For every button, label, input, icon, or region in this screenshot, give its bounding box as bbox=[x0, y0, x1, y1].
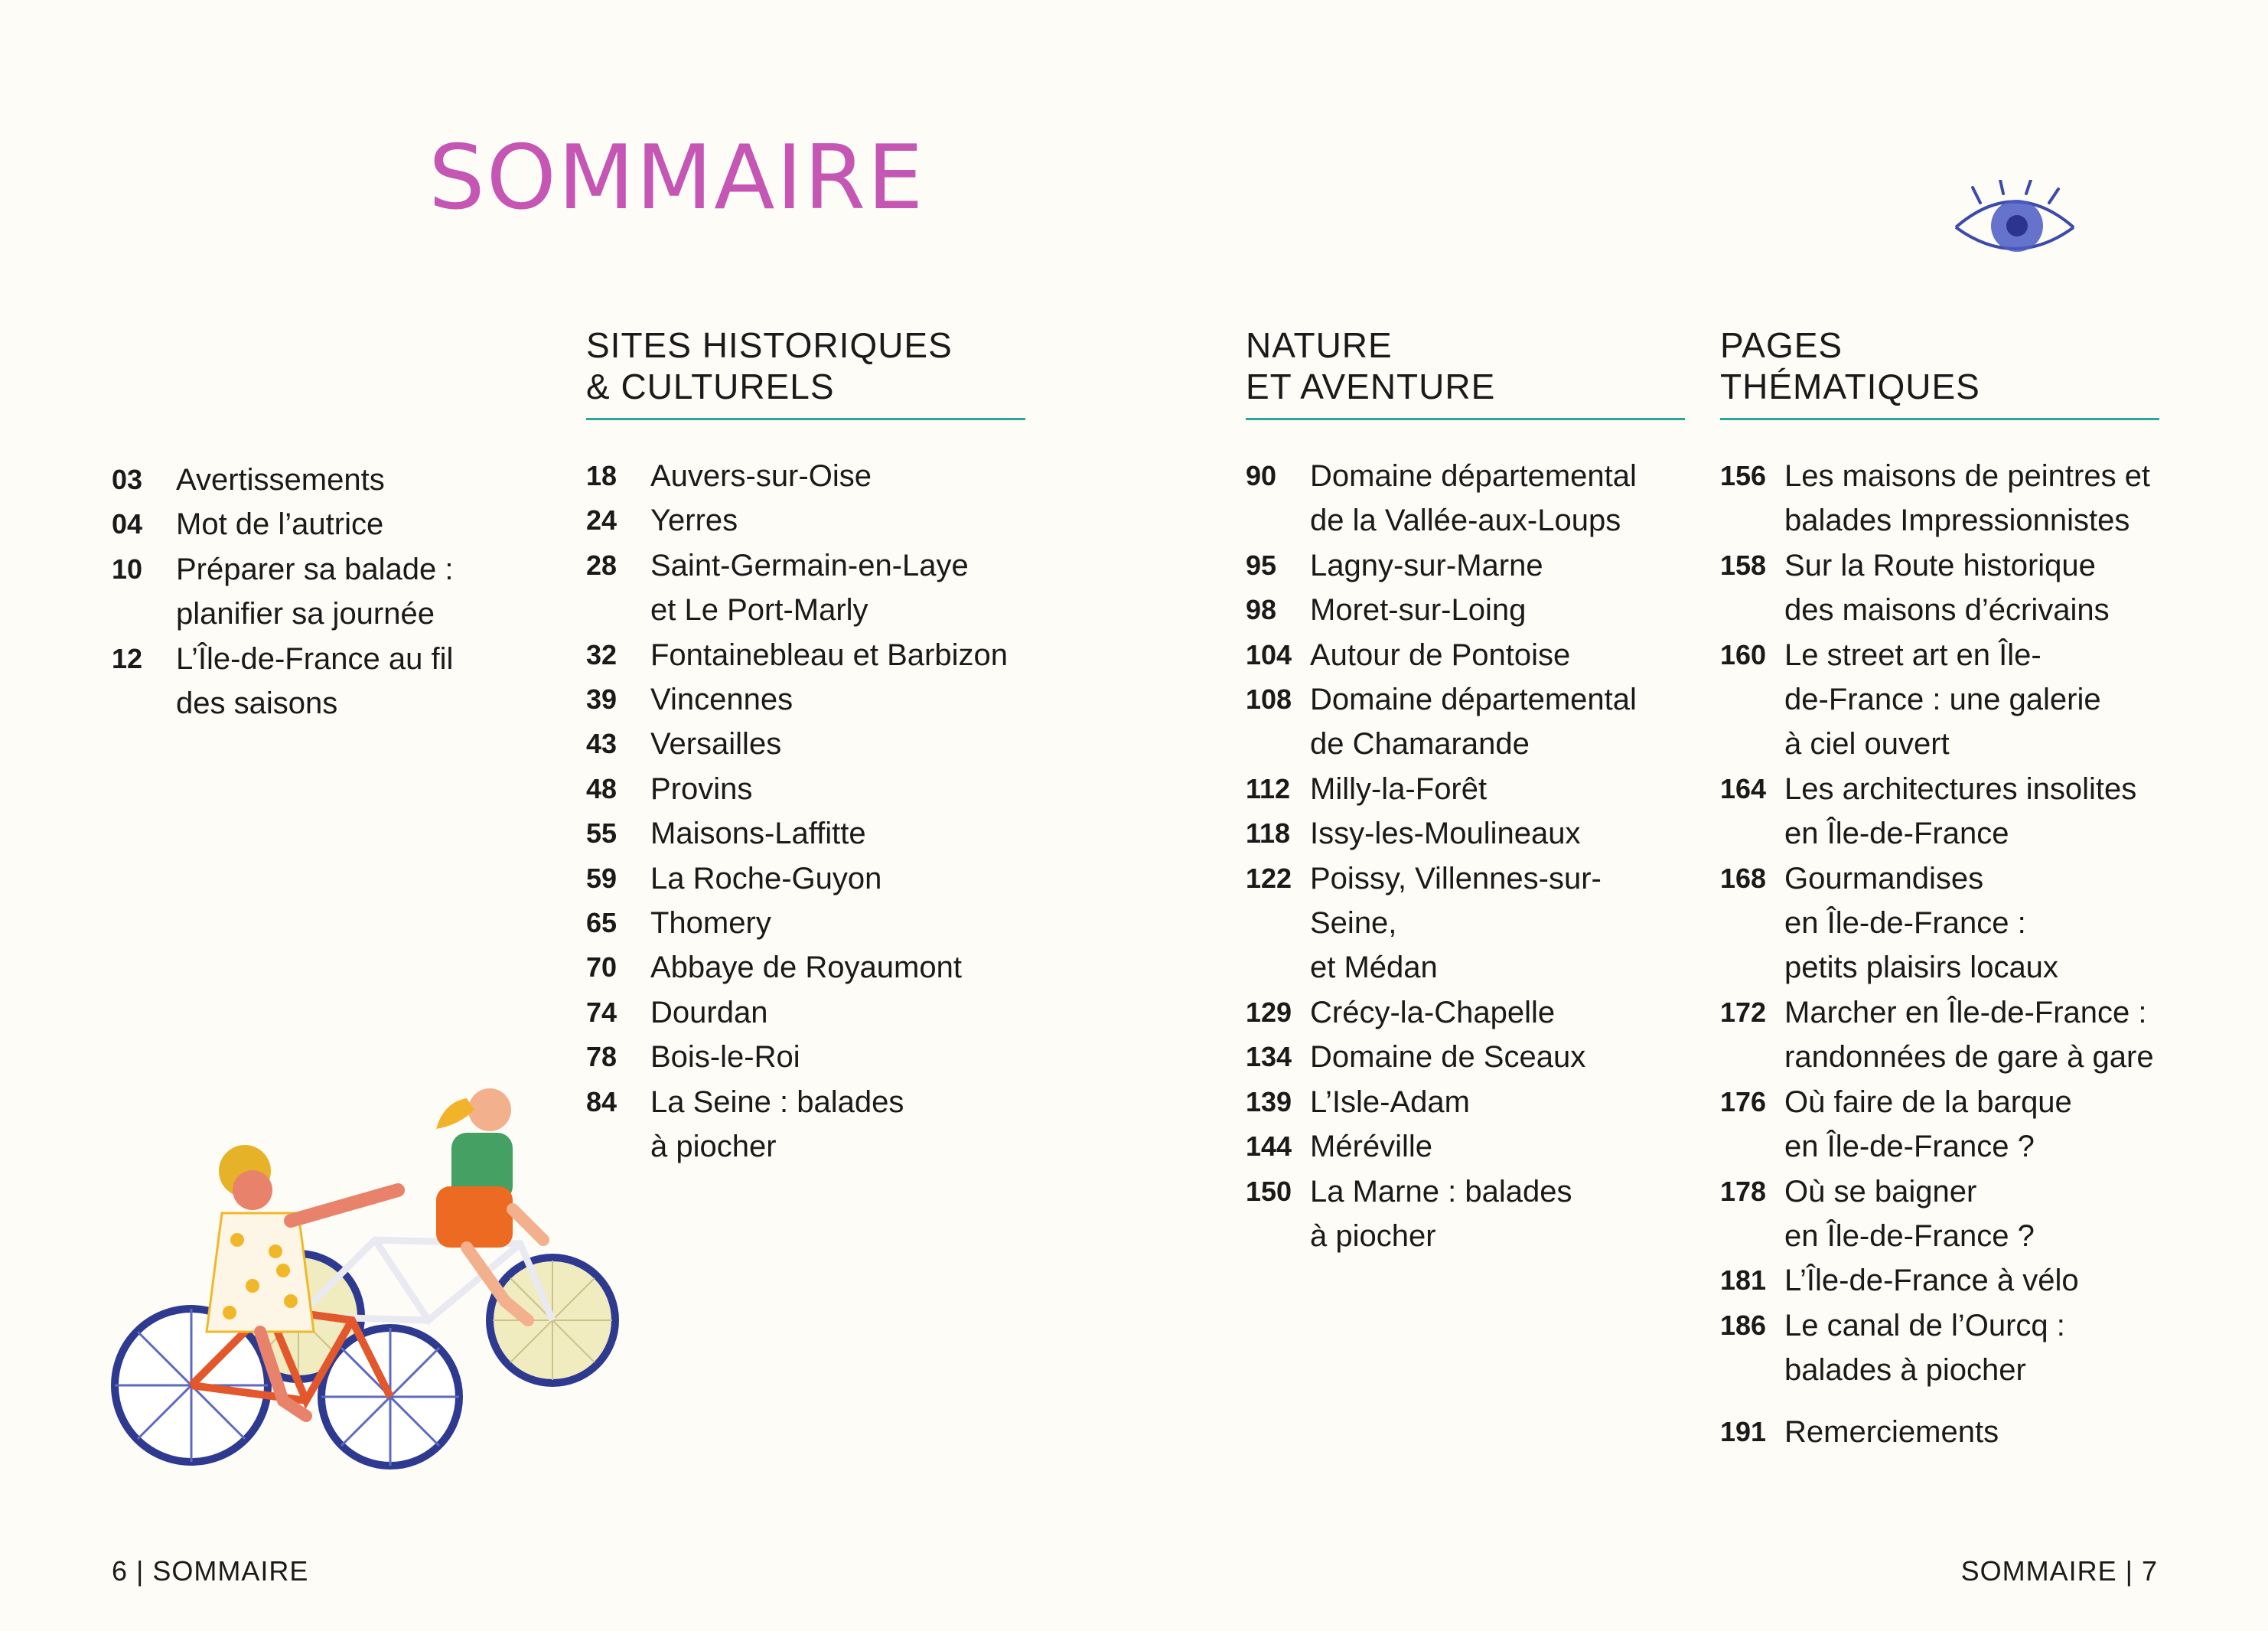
toc-entry[interactable] bbox=[1720, 1303, 2159, 1393]
section-heading-thematic: PAGES THÉMATIQUES bbox=[1720, 325, 2159, 420]
toc-entry-title: Sur la Route historique des maisons d’écrivains bbox=[1784, 548, 2110, 628]
toc-entry[interactable] bbox=[586, 811, 1025, 856]
toc-entry[interactable] bbox=[1720, 856, 2159, 990]
toc-page-number: 32 bbox=[586, 638, 618, 670]
toc-entry[interactable] bbox=[1246, 1169, 1685, 1259]
toc-page-number: 98 bbox=[1246, 594, 1277, 626]
toc-page-number: 186 bbox=[1720, 1309, 1767, 1341]
toc-entry-title: Autour de Pontoise bbox=[1310, 638, 1571, 672]
toc-entry-title: Où se baigner en Île-de-France ? bbox=[1784, 1174, 2035, 1253]
intro-list bbox=[112, 458, 510, 726]
toc-entry[interactable] bbox=[112, 547, 510, 637]
eye-icon bbox=[1950, 180, 2080, 264]
historic-column bbox=[586, 325, 1025, 1169]
toc-entry-title: Les maisons de peintres et balades Impressionnistes bbox=[1784, 459, 2151, 538]
toc-entry[interactable] bbox=[1246, 1124, 1685, 1169]
toc-page-number: 181 bbox=[1720, 1264, 1767, 1297]
toc-entry-title: Remerciements bbox=[1784, 1414, 1999, 1449]
toc-entry-title: Maisons-Laffitte bbox=[650, 817, 866, 851]
toc-entry[interactable] bbox=[1720, 543, 2159, 633]
toc-entry[interactable] bbox=[1720, 1169, 2159, 1259]
toc-page-number: 108 bbox=[1246, 683, 1292, 716]
toc-entry[interactable] bbox=[1246, 633, 1685, 677]
toc-page-number: 144 bbox=[1246, 1130, 1292, 1163]
toc-entry-title: La Roche-Guyon bbox=[650, 861, 882, 895]
toc-page-number: 48 bbox=[586, 772, 618, 804]
toc-entry-title: Bois-le-Roi bbox=[650, 1040, 800, 1075]
toc-entry[interactable] bbox=[586, 856, 1025, 901]
toc-page-number: 55 bbox=[586, 817, 618, 850]
toc-entry-title: L’Île-de-France à vélo bbox=[1784, 1264, 2079, 1298]
toc-entry-title: La Seine : balades à piocher bbox=[650, 1085, 904, 1164]
toc-page-number: 158 bbox=[1720, 549, 1767, 581]
toc-entry[interactable] bbox=[1246, 1035, 1685, 1079]
toc-entry-title: Vincennes bbox=[650, 683, 793, 717]
toc-entry[interactable] bbox=[1246, 990, 1685, 1035]
toc-entry-title: Moret-sur-Loing bbox=[1310, 593, 1527, 628]
toc-entry-title: Mot de l’autrice bbox=[176, 507, 384, 542]
toc-page-number: 139 bbox=[1246, 1085, 1292, 1117]
toc-page-number: 18 bbox=[586, 460, 618, 491]
toc-page-number: 129 bbox=[1246, 996, 1292, 1028]
toc-entry[interactable] bbox=[1246, 543, 1685, 588]
toc-entry[interactable] bbox=[112, 637, 510, 726]
toc-entry[interactable] bbox=[1246, 677, 1685, 767]
toc-page-number: 10 bbox=[112, 553, 143, 585]
toc-entry-title: Abbaye de Royaumont bbox=[650, 951, 962, 985]
toc-entry[interactable] bbox=[586, 722, 1025, 766]
toc-entry-title: Thomery bbox=[650, 906, 771, 941]
toc-page-number: 03 bbox=[112, 464, 143, 495]
toc-entry-title: L’Isle-Adam bbox=[1310, 1085, 1470, 1119]
toc-entry-title: Fontainebleau et Barbizon bbox=[650, 638, 1008, 672]
toc-entry[interactable] bbox=[1720, 1410, 2159, 1454]
toc-page-number: 84 bbox=[586, 1085, 618, 1117]
toc-entry[interactable] bbox=[586, 543, 1025, 633]
toc-entry[interactable] bbox=[586, 633, 1025, 677]
toc-page-number: 134 bbox=[1246, 1041, 1292, 1073]
toc-entry-title: Les architectures insolites en Île-de-France bbox=[1784, 771, 2137, 851]
page-footer-right: SOMMAIRE | 7 bbox=[1960, 1555, 2158, 1587]
toc-entry-title: Auvers-sur-Oise bbox=[650, 459, 872, 493]
toc-entry-title: Issy-les-Moulineaux bbox=[1310, 817, 1581, 851]
toc-entry-title: Domaine départemental de la Vallée-aux-Loups bbox=[1310, 459, 1637, 538]
toc-entry-title: Lagny-sur-Marne bbox=[1310, 548, 1543, 582]
toc-entry-title: Gourmandises en Île-de-France : petits plaisirs locaux bbox=[1784, 861, 2058, 985]
toc-entry[interactable] bbox=[586, 677, 1025, 722]
toc-entry[interactable] bbox=[586, 901, 1025, 945]
toc-entry[interactable] bbox=[1720, 1258, 2159, 1303]
toc-entry[interactable] bbox=[586, 498, 1025, 543]
page-footer-left: 6 | SOMMAIRE bbox=[112, 1555, 309, 1587]
toc-entry[interactable] bbox=[1246, 811, 1685, 856]
toc-entry[interactable] bbox=[586, 454, 1025, 498]
toc-entry[interactable] bbox=[1246, 588, 1685, 632]
toc-entry-title: Milly-la-Forêt bbox=[1310, 771, 1488, 806]
toc-page-number: 59 bbox=[586, 862, 618, 894]
toc-page-number: 70 bbox=[586, 951, 618, 983]
toc-page-number: 122 bbox=[1246, 862, 1292, 894]
toc-entry-title: Le street art en Île- de-France : une galerie à ciel ouvert bbox=[1784, 638, 2101, 762]
toc-page-number: 24 bbox=[586, 504, 618, 537]
toc-entry[interactable] bbox=[1246, 856, 1685, 990]
toc-entry[interactable] bbox=[586, 767, 1025, 811]
page-title: SOMMAIRE bbox=[429, 126, 925, 230]
toc-page-number: 39 bbox=[586, 683, 618, 716]
toc-entry-title: Le canal de l’Ourcq : balades à piocher bbox=[1784, 1308, 2065, 1388]
toc-entry[interactable] bbox=[1246, 454, 1685, 543]
toc-entry[interactable] bbox=[1246, 767, 1685, 811]
toc-entry-title: La Marne : balades à piocher bbox=[1310, 1174, 1572, 1253]
toc-entry[interactable] bbox=[586, 945, 1025, 990]
toc-entry-title: Provins bbox=[650, 771, 753, 806]
toc-entry-title: Marcher en Île-de-France : randonnées de gare à gare bbox=[1784, 995, 2154, 1075]
toc-entry-title: Avertissements bbox=[176, 463, 385, 497]
toc-page-number: 176 bbox=[1720, 1085, 1767, 1117]
toc-entry[interactable] bbox=[1720, 633, 2159, 767]
nature-list bbox=[1246, 454, 1685, 1258]
toc-page-number: 04 bbox=[112, 508, 143, 540]
toc-page-number: 78 bbox=[586, 1041, 618, 1073]
toc-page-number: 65 bbox=[586, 907, 618, 939]
toc-entry-title: Dourdan bbox=[650, 995, 768, 1029]
section-heading-historic: SITES HISTORIQUES & CULTURELS bbox=[586, 325, 1025, 420]
toc-entry[interactable] bbox=[1720, 990, 2159, 1080]
toc-page-number: 150 bbox=[1246, 1175, 1292, 1207]
toc-page-number: 160 bbox=[1720, 638, 1767, 670]
toc-entry-title: Poissy, Villennes-sur-Seine, et Médan bbox=[1310, 861, 1602, 985]
toc-page-number: 43 bbox=[586, 728, 618, 760]
toc-page-number: 95 bbox=[1246, 549, 1277, 581]
nature-column bbox=[1246, 325, 1685, 1258]
intro-column bbox=[112, 458, 510, 726]
toc-page-number: 172 bbox=[1720, 996, 1767, 1028]
thematic-list bbox=[1720, 454, 2159, 1454]
toc-page-number: 156 bbox=[1720, 460, 1767, 491]
toc-page-number: 12 bbox=[112, 642, 143, 674]
thematic-column bbox=[1720, 325, 2159, 1454]
toc-entry[interactable] bbox=[1720, 454, 2159, 543]
cyclists-illustration bbox=[107, 1056, 673, 1485]
toc-page-number: 168 bbox=[1720, 862, 1767, 894]
toc-entry-title: Domaine de Sceaux bbox=[1310, 1040, 1586, 1075]
toc-page-number: 90 bbox=[1246, 460, 1277, 491]
toc-page-number: 164 bbox=[1720, 772, 1767, 804]
toc-entry-title: Yerres bbox=[650, 504, 738, 538]
toc-page-number: 112 bbox=[1246, 772, 1291, 804]
toc-page-number: 118 bbox=[1246, 817, 1291, 850]
toc-entry[interactable] bbox=[586, 990, 1025, 1035]
toc-page-number: 74 bbox=[586, 996, 618, 1028]
toc-entry-title: Méréville bbox=[1310, 1130, 1433, 1164]
toc-entry-title: Versailles bbox=[650, 727, 782, 762]
toc-page-number: 28 bbox=[586, 549, 618, 581]
toc-entry-title: Préparer sa balade : planifier sa journée bbox=[176, 552, 454, 631]
toc-entry-title: Crécy-la-Chapelle bbox=[1310, 995, 1556, 1029]
toc-page-number: 178 bbox=[1720, 1175, 1767, 1207]
toc-entry-title: Domaine départemental de Chamarande bbox=[1310, 683, 1637, 762]
toc-page-number: 191 bbox=[1720, 1415, 1767, 1447]
toc-entry-title: Où faire de la barque en Île-de-France ? bbox=[1784, 1085, 2072, 1164]
toc-page-number: 104 bbox=[1246, 638, 1292, 670]
toc-entry-title: L’Île-de-France au fil des saisons bbox=[176, 641, 454, 721]
toc-entry[interactable] bbox=[112, 502, 510, 546]
section-heading-nature: NATURE ET AVENTURE bbox=[1246, 325, 1685, 420]
toc-entry[interactable] bbox=[1720, 1080, 2159, 1169]
toc-entry[interactable] bbox=[112, 458, 510, 502]
toc-entry[interactable] bbox=[1246, 1080, 1685, 1124]
toc-entry-title: Saint-Germain-en-Laye et Le Port-Marly bbox=[650, 548, 969, 628]
toc-entry[interactable] bbox=[1720, 767, 2159, 856]
